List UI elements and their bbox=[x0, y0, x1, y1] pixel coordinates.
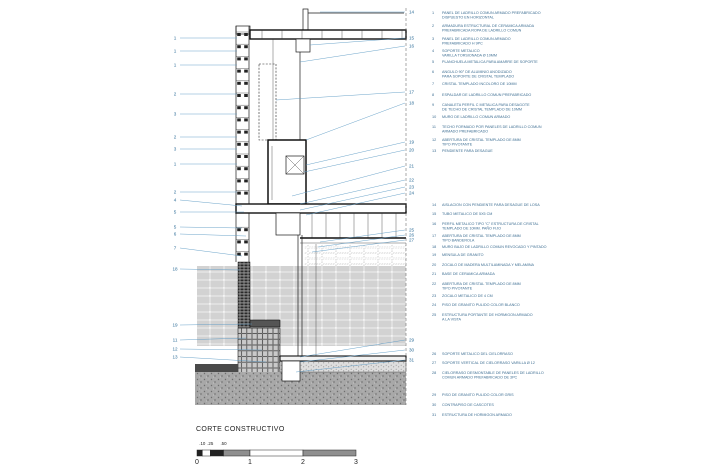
facade-brick-section bbox=[237, 106, 241, 109]
callout-leader-line bbox=[276, 92, 405, 100]
callout-number: 17 bbox=[409, 89, 415, 95]
facade-brick-section bbox=[244, 70, 248, 73]
legend-description: TIPO PIVOTANTE bbox=[442, 286, 473, 291]
legend-description: MENSULA DE GRANITO bbox=[442, 253, 484, 257]
legend-number: 18 bbox=[432, 245, 437, 249]
legend-description: PENDIENTE PARA DESAGUE bbox=[442, 149, 493, 153]
legend-number: 28 bbox=[432, 371, 437, 375]
legend-number: 6 bbox=[432, 70, 435, 74]
callout-leader-line bbox=[320, 230, 405, 242]
facade-brick-section bbox=[237, 192, 241, 195]
legend-description: TIPO BANDEROLA bbox=[442, 238, 475, 243]
legend-description: PANEL DE LADRILLO COMUN ARMADO PREFABRICADO bbox=[442, 11, 541, 15]
callout-left bbox=[174, 210, 244, 215]
callout-number: 25 bbox=[409, 227, 415, 233]
legend-number: 27 bbox=[432, 361, 437, 365]
callout-number: 5 bbox=[173, 209, 177, 215]
callout-number: 1 bbox=[173, 35, 177, 41]
scale-segment bbox=[202, 450, 210, 456]
callout-number: 27 bbox=[409, 237, 415, 243]
legend-number: 4 bbox=[432, 49, 435, 53]
scale-segment bbox=[224, 450, 251, 456]
callout-number: 6 bbox=[173, 231, 177, 237]
legend-description: COMUN ARMADO PREFABRICADO DE 3PC bbox=[442, 375, 518, 380]
legend-number: 17 bbox=[432, 234, 437, 238]
legend-description: ABERTURA DE CRISTAL TEMPLADO DE 8MM bbox=[442, 282, 521, 286]
callout-left bbox=[174, 49, 237, 54]
callout-number: 2 bbox=[173, 189, 177, 195]
callout-right bbox=[276, 90, 415, 100]
callout-right bbox=[306, 101, 415, 140]
legend-description: PERFIL METALICO TIPO "C" ESTRUCTURA DE CRISTAL bbox=[442, 222, 539, 226]
facade-brick-section bbox=[244, 155, 248, 158]
granite-shelf bbox=[250, 320, 280, 327]
legend-description: CONTRAPISO DE CASCOTES bbox=[442, 403, 494, 407]
facade-brick-section bbox=[244, 179, 248, 182]
legend-description: MURO DE LADRILLO COMUN ARMADO bbox=[442, 115, 511, 119]
legend-item bbox=[432, 272, 495, 276]
legend-item bbox=[432, 11, 541, 19]
legend-number: 20 bbox=[432, 263, 437, 267]
legend-description: ZOCALO DE MADERA MULTILAMINADA Y MELAMINA bbox=[442, 263, 535, 267]
scale-major-label: 1 bbox=[248, 459, 252, 466]
legend-description: PISO DE GRANITO PULIDO COLOR GRIS bbox=[442, 393, 514, 397]
legend-description: CIELORRASO DESMONTABLE DE PANELES DE LADRILLO bbox=[442, 371, 544, 375]
scale-segment bbox=[250, 450, 303, 456]
facade-brick-section bbox=[244, 106, 248, 109]
callout-number: 1 bbox=[173, 62, 177, 68]
callout-number: 18 bbox=[409, 100, 415, 106]
legend-description: MURO BAJO DE LADRILLO COMUN REVOCADO Y PINTADO bbox=[442, 245, 547, 249]
scale-major-label: 0 bbox=[195, 459, 199, 466]
legend-description: PLANCHUELA METALICA PARA AMARRE DE SOPORTE bbox=[442, 60, 538, 64]
scale-minor-label: .10 bbox=[199, 441, 206, 446]
callout-number: 5 bbox=[173, 224, 177, 230]
legend-number: 13 bbox=[432, 149, 437, 153]
callout-right bbox=[320, 228, 415, 242]
legend-number: 21 bbox=[432, 272, 437, 276]
callout-number: 4 bbox=[173, 197, 177, 203]
callout-leader-line bbox=[180, 200, 242, 206]
legend-description: PISO DE GRANITO PULIDO COLOR BLANCO bbox=[442, 303, 520, 307]
legend-description: ESPALDAR DE LADRILLO COMUN PREFABRICADO bbox=[442, 93, 532, 97]
callout-right bbox=[320, 10, 415, 15]
callout-number: 19 bbox=[409, 139, 415, 145]
facade-brick-section bbox=[237, 228, 241, 231]
legend-item bbox=[432, 103, 530, 111]
construction-section-drawing bbox=[195, 8, 406, 405]
facade-brick-section bbox=[237, 57, 241, 60]
legend-description: PARA SOPORTE DE CRISTAL TEMPLADO bbox=[442, 74, 515, 79]
legend-description: ARMADO PREFABRICADO bbox=[442, 129, 489, 134]
callout-right bbox=[306, 140, 415, 165]
legend-number: 2 bbox=[432, 24, 435, 28]
legend-number: 22 bbox=[432, 282, 437, 286]
callout-number: 16 bbox=[409, 43, 415, 49]
legend-item bbox=[432, 70, 514, 78]
legend-description: PREFABRICADA ROPA DE LADRILLO COMUN bbox=[442, 28, 522, 33]
legend-description: ANGULO 90° DE ALUMINIO ANODIZADO bbox=[442, 70, 512, 74]
exterior-ground-strip bbox=[195, 364, 238, 372]
facade-brick-section bbox=[244, 82, 248, 85]
callout-number: 3 bbox=[173, 111, 177, 117]
slab-beam bbox=[276, 213, 300, 235]
callout-left bbox=[174, 63, 237, 68]
legend-item bbox=[432, 263, 535, 267]
legend-number: 23 bbox=[432, 294, 437, 298]
legend-item bbox=[432, 212, 492, 216]
facade-brick-section bbox=[244, 45, 248, 48]
scale-segment bbox=[303, 450, 356, 456]
legend-description: ARMADURA ESTRUCTURAL DE CERAMICA ARMADA bbox=[442, 24, 535, 28]
facade-brick-section bbox=[244, 192, 248, 195]
legend-number: 1 bbox=[432, 11, 435, 15]
legend-item bbox=[432, 282, 521, 290]
legend-number: 12 bbox=[432, 138, 437, 142]
callout-left bbox=[174, 112, 237, 117]
callout-left bbox=[174, 162, 237, 167]
legend-description: CANALETA PERFIL C METALICA PARA DESAGOTE bbox=[442, 103, 530, 107]
facade-brick-section bbox=[237, 33, 241, 36]
legend-item bbox=[432, 93, 531, 97]
facade-brick-section bbox=[244, 143, 248, 146]
legend-item bbox=[432, 222, 539, 230]
callout-number: 1 bbox=[173, 48, 177, 54]
callout-number: 7 bbox=[173, 245, 177, 251]
legend-description: AISLACION CON PENDIENTE PARA DESAGUE DE LOSA bbox=[442, 203, 540, 207]
low-brick-wall bbox=[238, 262, 250, 328]
legend-item bbox=[432, 234, 521, 242]
callout-left bbox=[174, 198, 242, 206]
callout-left bbox=[174, 225, 242, 230]
facade-brick-section bbox=[244, 240, 248, 243]
facade-brick-section bbox=[237, 179, 241, 182]
legend-item bbox=[432, 245, 547, 249]
callout-left bbox=[174, 232, 246, 237]
facade-brick-section bbox=[237, 118, 241, 121]
callout-left bbox=[174, 190, 237, 195]
legend-number: 3 bbox=[432, 37, 435, 41]
ceramic-base bbox=[238, 328, 280, 374]
scale-segment bbox=[197, 450, 202, 456]
callout-number: 26 bbox=[409, 232, 415, 238]
legend-number: 8 bbox=[432, 93, 435, 97]
legend-description: ZOCALO METALICO DE 4 CM bbox=[442, 294, 493, 298]
scale-segment bbox=[210, 450, 223, 456]
legend-item bbox=[432, 203, 540, 207]
legend-description: PANEL DE LADRILLO COMUN ARMADO bbox=[442, 37, 511, 41]
callout-leader-line bbox=[306, 103, 405, 140]
legend-description: VARILLA TORSIONADA Ø 10MM bbox=[442, 53, 497, 58]
callout-number: 23 bbox=[409, 184, 415, 190]
earth-fill bbox=[195, 372, 406, 405]
callout-right bbox=[292, 164, 415, 196]
callout-number: 14 bbox=[409, 9, 415, 15]
facade-brick-section bbox=[244, 131, 248, 134]
drawing-title: CORTE CONSTRUCTIVO bbox=[196, 426, 285, 433]
legend-item bbox=[432, 115, 510, 119]
callout-leader-line bbox=[292, 166, 405, 196]
window-frame bbox=[268, 140, 306, 204]
legend-number: 7 bbox=[432, 82, 435, 86]
facade-brick-section bbox=[244, 228, 248, 231]
callout-number: 29 bbox=[409, 337, 415, 343]
scale-bar bbox=[195, 441, 358, 466]
facade-brick-section bbox=[237, 240, 241, 243]
legend-number: 26 bbox=[432, 352, 437, 356]
facade-brick-section bbox=[244, 167, 248, 170]
callout-number: 19 bbox=[172, 322, 178, 328]
legend-description: BASE DE CERAMICA ARMADA bbox=[442, 272, 495, 276]
facade-brick-section bbox=[244, 118, 248, 121]
facade-brick-section bbox=[244, 94, 248, 97]
legend-item bbox=[432, 413, 512, 417]
legend-description: CRISTAL TEMPLADO INCOLORO DE 10MM bbox=[442, 82, 517, 86]
legend-description: ESTRUCTURA DE HORMIGON ARMADO bbox=[442, 413, 512, 417]
facade-brick-section bbox=[237, 253, 241, 256]
legend-item bbox=[432, 253, 484, 257]
callout-leader-line bbox=[180, 227, 242, 228]
legend-description: PREFABRICADO H 9PC bbox=[442, 41, 483, 46]
legend-number: 11 bbox=[432, 125, 436, 129]
legend-description: TECHO FORMADO POR PANELES DE LADRILLO COMUN bbox=[442, 125, 542, 129]
callout-right bbox=[300, 178, 415, 204]
legend-description: SOPORTE VERTICAL DE CIELORRASO VARILLA Ø 12 bbox=[442, 361, 535, 365]
callout-number: 15 bbox=[409, 35, 415, 41]
legend-description: SOPORTE METALICO bbox=[442, 49, 480, 53]
facade-brick-section bbox=[237, 167, 241, 170]
ceiling-hangers bbox=[312, 213, 396, 238]
roof-parapet bbox=[303, 9, 308, 30]
legend-number: 10 bbox=[432, 115, 437, 119]
scale-minor-label: .50 bbox=[220, 441, 227, 446]
legend-item bbox=[432, 138, 521, 146]
granite-floor bbox=[280, 356, 406, 361]
facade-brick-section bbox=[237, 70, 241, 73]
callout-number: 20 bbox=[409, 147, 415, 153]
ceiling-panels-perspective bbox=[304, 244, 406, 266]
facade-brick-section bbox=[237, 94, 241, 97]
callout-number: 30 bbox=[409, 347, 415, 353]
legend-number: 31 bbox=[432, 413, 437, 417]
callout-left bbox=[174, 92, 237, 97]
callout-left bbox=[174, 135, 237, 140]
legend-description: DE TECHO DE CRISTAL TEMPLADO DE 10MM bbox=[442, 107, 522, 112]
ceiling-brick-panels-grid bbox=[197, 266, 406, 346]
callout-leader-line bbox=[306, 142, 405, 165]
legend-description: A LA VISTA bbox=[442, 317, 461, 322]
legend-item bbox=[432, 361, 535, 365]
legend-description: SOPORTE METALICO DEL CIELORRASO bbox=[442, 352, 513, 356]
callout-left bbox=[174, 246, 242, 256]
callout-number: 3 bbox=[173, 146, 177, 152]
legend bbox=[432, 11, 547, 417]
legend-item bbox=[432, 294, 493, 298]
callout-right bbox=[300, 44, 415, 62]
legend-item bbox=[432, 303, 520, 307]
facade-brick-section bbox=[244, 33, 248, 36]
legend-description: TUBO METALICO DE 5X5 CM bbox=[442, 212, 493, 216]
legend-item bbox=[432, 352, 513, 356]
legend-item bbox=[432, 125, 542, 133]
facade-brick-section bbox=[237, 131, 241, 134]
legend-item bbox=[432, 403, 494, 407]
facade-brick-section bbox=[244, 253, 248, 256]
legend-item bbox=[432, 49, 497, 57]
legend-item bbox=[432, 393, 514, 397]
callout-number: 12 bbox=[172, 346, 178, 352]
legend-number: 15 bbox=[432, 212, 437, 216]
legend-description: ABERTURA DE CRISTAL TEMPLADO DE 8MM bbox=[442, 234, 521, 238]
scale-major-label: 2 bbox=[301, 459, 305, 466]
legend-item bbox=[432, 37, 511, 45]
callout-leader-line bbox=[300, 46, 405, 62]
legend-description: ESTRUCTURA PORTANTE DE HORMIGON ARMADO bbox=[442, 313, 533, 317]
callout-leader-line bbox=[180, 248, 242, 256]
legend-item bbox=[432, 149, 493, 153]
legend-item bbox=[432, 313, 533, 321]
legend-number: 9 bbox=[432, 103, 435, 107]
facade-brick-section bbox=[237, 143, 241, 146]
callout-number: 31 bbox=[409, 357, 415, 363]
legend-item bbox=[432, 60, 538, 64]
callout-number: 2 bbox=[173, 134, 177, 140]
roof-edge-cap bbox=[236, 26, 250, 34]
legend-item bbox=[432, 371, 544, 379]
scale-major-label: 3 bbox=[354, 459, 358, 466]
legend-number: 19 bbox=[432, 253, 437, 257]
roof-slab bbox=[250, 30, 406, 39]
callout-left bbox=[174, 147, 237, 152]
facade-brick-section bbox=[237, 82, 241, 85]
callout-number: 1 bbox=[173, 161, 177, 167]
concrete-footing bbox=[282, 361, 300, 381]
legend-number: 16 bbox=[432, 222, 437, 226]
legend-description: TIPO PIVOTANTE bbox=[442, 142, 473, 147]
legend-number: 30 bbox=[432, 403, 437, 407]
scale-minor-label: .25 bbox=[207, 441, 214, 446]
callout-number: 22 bbox=[409, 177, 415, 183]
callout-number: 21 bbox=[409, 163, 415, 169]
callout-number: 13 bbox=[172, 354, 178, 360]
callout-number: 11 bbox=[172, 337, 178, 343]
facade-brick-panels bbox=[236, 32, 249, 256]
callout-number: 24 bbox=[409, 190, 415, 196]
legend-description: DISPUESTO EN HORIZONTAL bbox=[442, 15, 494, 20]
callout-number: 18 bbox=[172, 266, 178, 272]
facade-brick-section bbox=[244, 57, 248, 60]
callout-leader-line bbox=[304, 150, 405, 172]
legend-number: 29 bbox=[432, 393, 437, 397]
legend-number: 25 bbox=[432, 313, 437, 317]
legend-number: 14 bbox=[432, 203, 437, 207]
legend-item bbox=[432, 24, 535, 32]
legend-number: 5 bbox=[432, 60, 435, 64]
callout-left bbox=[174, 36, 237, 41]
facade-brick-section bbox=[237, 155, 241, 158]
legend-item bbox=[432, 82, 517, 86]
glass-pane-dashed bbox=[259, 64, 276, 140]
facade-brick-section bbox=[237, 45, 241, 48]
callout-leader-line bbox=[300, 180, 405, 204]
roof-gutter bbox=[296, 39, 310, 52]
callout-number: 2 bbox=[173, 91, 177, 97]
callout-right bbox=[304, 148, 415, 172]
legend-description: ABERTURA DE CRISTAL TEMPLADO DE 8MM bbox=[442, 138, 521, 142]
legend-number: 24 bbox=[432, 303, 437, 307]
legend-description: TEMPLADO DE 10MM. PAÑO FIJO bbox=[442, 226, 501, 231]
